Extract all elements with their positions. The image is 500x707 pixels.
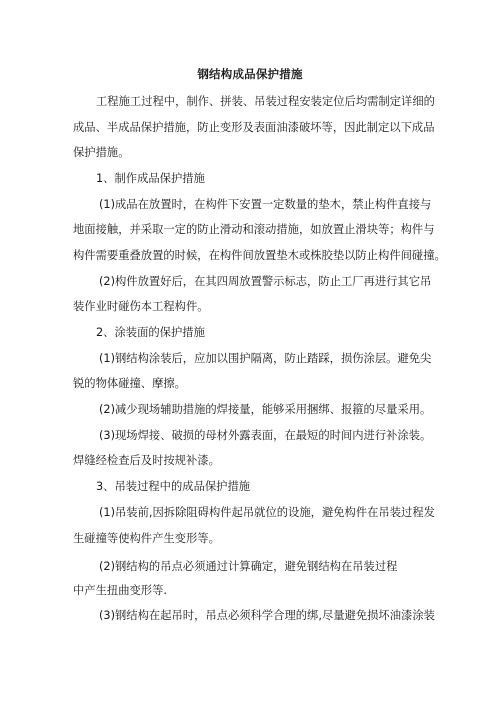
body-line: 构件需要重叠放置的时候，在构件间放置垫木或株胶垫以防止构件间碰撞。 xyxy=(73,249,446,262)
body-line: (1)成品在放置时，在构件下安置一定数量的垫木，禁止构件直接与 xyxy=(99,198,432,211)
body-line: 地面接触，并采取一定的防止滑动和滚动措施，如放置止滑块等；构件与 xyxy=(73,223,435,236)
section-heading: 1、制作成品保护措施 xyxy=(96,172,205,185)
body-line: 中产生扭曲变形等. xyxy=(73,584,167,597)
body-line: 锐的物体碰撞、摩擦。 xyxy=(73,377,186,390)
body-line: 保护措施。 xyxy=(73,146,130,159)
body-line: (3)现场焊接、破损的母材外露表面，在最短的时间内进行补涂装。 xyxy=(99,429,432,442)
body-line: 工程施工过程中，制作、拼装、吊装过程安装定位后均需制定详细的 xyxy=(96,95,435,108)
body-line: (1)钢结构涂装后，应加以围护隔离，防止踏踩，损伤涂层。避免尖 xyxy=(99,352,432,365)
body-line: 装作业时碰伤本工程构件。 xyxy=(73,300,209,313)
body-line: (2)钢结构的吊点必须通过计算确定，避免钢结构在吊装过程 xyxy=(99,560,398,573)
body-line: 焊缝经检查后及时按规补漆。 xyxy=(73,454,220,467)
body-line: 成品、半成品保护措施，防止变形及表面油漆破坏等，因此制定以下成品 xyxy=(73,121,435,134)
body-line: (2)构件放置好后，在其四周放置警示标志，防止工厂再进行其它吊 xyxy=(99,275,432,288)
document-title: 钢结构成品保护措施 xyxy=(197,67,303,81)
section-heading: 2、涂装面的保护措施 xyxy=(96,326,205,339)
body-line: 生碰撞等使构件产生变形等。 xyxy=(73,532,220,545)
body-line: (2)减少现场辅助措施的焊接量，能够采用捆绑、报箍的尽量采用。 xyxy=(99,403,432,416)
body-line: (1)吊装前,因拆除阻碍构件起吊就位的设施，避免构件在吊装过程发 xyxy=(99,506,435,519)
body-line: (3)钢结构在起吊时，吊点必须科学合理的绑,尽量避免损坏油漆涂装 xyxy=(99,609,435,622)
section-heading: 3、吊装过程中的成品保护措施 xyxy=(96,480,251,493)
